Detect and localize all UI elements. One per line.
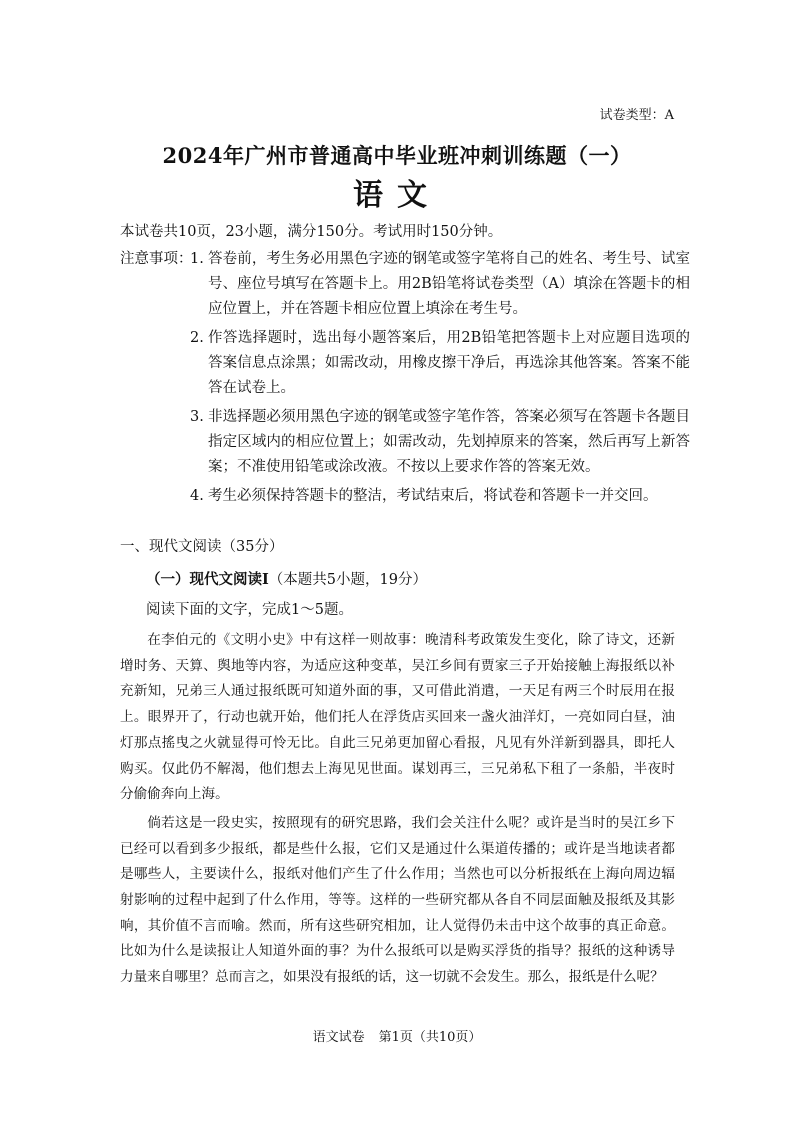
note-number: 3.	[190, 409, 204, 425]
note-item	[190, 484, 690, 509]
note-item	[190, 247, 690, 322]
exam-summary: 本试卷共10页，23小题，满分150分。考试用时150分钟。	[120, 224, 503, 240]
paper-type: 试卷类型：A	[599, 108, 674, 123]
note-number: 1.	[190, 251, 204, 267]
footer-subject: 语文试卷	[312, 1030, 365, 1045]
notes-label: 注意事项：	[120, 251, 193, 267]
note-text: 作答选择题时，选出每小题答案后，用2B铅笔把答题卡上对应题目选项的答案信息点涂黑；如需改动，用橡皮擦干净后，再选涂其他答案。答案不能答在试卷上。	[208, 330, 690, 396]
note-text: 答卷前，考生务必用黑色字迹的钢笔或签字笔将自己的姓名、考生号、试室号、座位号填写在答题卡上。用2B铅笔将试卷类型（A）填涂在答题卡的相应位置上，并在答题卡相应位置上填涂在考生号。	[208, 251, 690, 317]
note-number: 4.	[190, 488, 204, 504]
subject-title: 语文	[353, 178, 441, 213]
note-item	[190, 326, 690, 401]
exam-title: 2024年广州市普通高中毕业班冲刺训练题（一）	[162, 143, 632, 168]
notes-list	[190, 247, 690, 513]
passage-paragraph: 在李伯元的《文明小史》中有这样一则故事：晚清科考政策发生变化，除了诗文，还新增时务、天算、舆地等内容，为适应这种变革，吴江乡间有贾家三子开始接触上海报纸以补充新知，兄弟三人通过报纸既可知道外面的事，又可借此消遣，一天足有两三个时辰用在报上。眼界开了，行动也就开始，他们托人在浮货店买回来一盏火油洋灯，一亮如同白昼，油灯那点搖曳之火就显得可怜无比。自此三兄弟更加留心看报，凡见有外洋新到器具，即托人购买。仅此仍不解渴，他们想去上海见见世面。谋划再三，三兄弟私下租了一条船，半夜时分偷偷奔向上海。	[120, 632, 675, 803]
note-item	[190, 405, 690, 480]
footer-page-number: 第1页（共10页）	[378, 1030, 482, 1045]
note-number: 2.	[190, 330, 204, 346]
reading-instruction: 阅读下面的文字，完成1～5题。	[146, 602, 353, 618]
subsection-heading	[146, 567, 427, 593]
subsection-note: （本题共5小题，19分）	[268, 572, 427, 588]
note-text: 非选择题必须用黑色字迹的钢笔或签字笔作答，答案必须写在答题卡各题目指定区域内的相应位置上；如需改动，先划掉原来的答案，然后再写上新答案；不准使用铅笔或涂改液。不按以上要求作答的答案无效。	[208, 409, 690, 475]
section-heading: 一、现代文阅读（35分）	[120, 539, 284, 555]
subsection-title: （一）现代文阅读Ⅰ	[146, 571, 269, 588]
note-text: 考生必须保持答题卡的整洁，考试结束后，将试卷和答题卡一并交回。	[208, 488, 658, 504]
passage-paragraph: 倘若这是一段史实，按照现有的研究思路，我们会关注什么呢？或许是当时的吴江乡下已经可以看到多少报纸，都是些什么报，它们又是通过什么渠道传播的；或许是当地读者都是哪些人，主要读什么，报纸对他们产生了什么作用；当然也可以分析报纸在上海向周边辐射影响的过程中起到了什么作用，等等。这样的一些研究都从各自不同层面触及报纸及其影响，其价值不言而喻。然而，所有这些研究相加，让人觉得仍未击中这个故事的真正命意。比如为什么是读报让人知道外面的事？为什么报纸可以是购买浮货的指导？报纸的这种诱导力量来自哪里？总而言之，如果没有报纸的话，这一切就不会发生。那么，报纸是什么呢？	[120, 814, 675, 986]
page-footer	[0, 1026, 794, 1045]
reading-passage	[120, 628, 675, 994]
